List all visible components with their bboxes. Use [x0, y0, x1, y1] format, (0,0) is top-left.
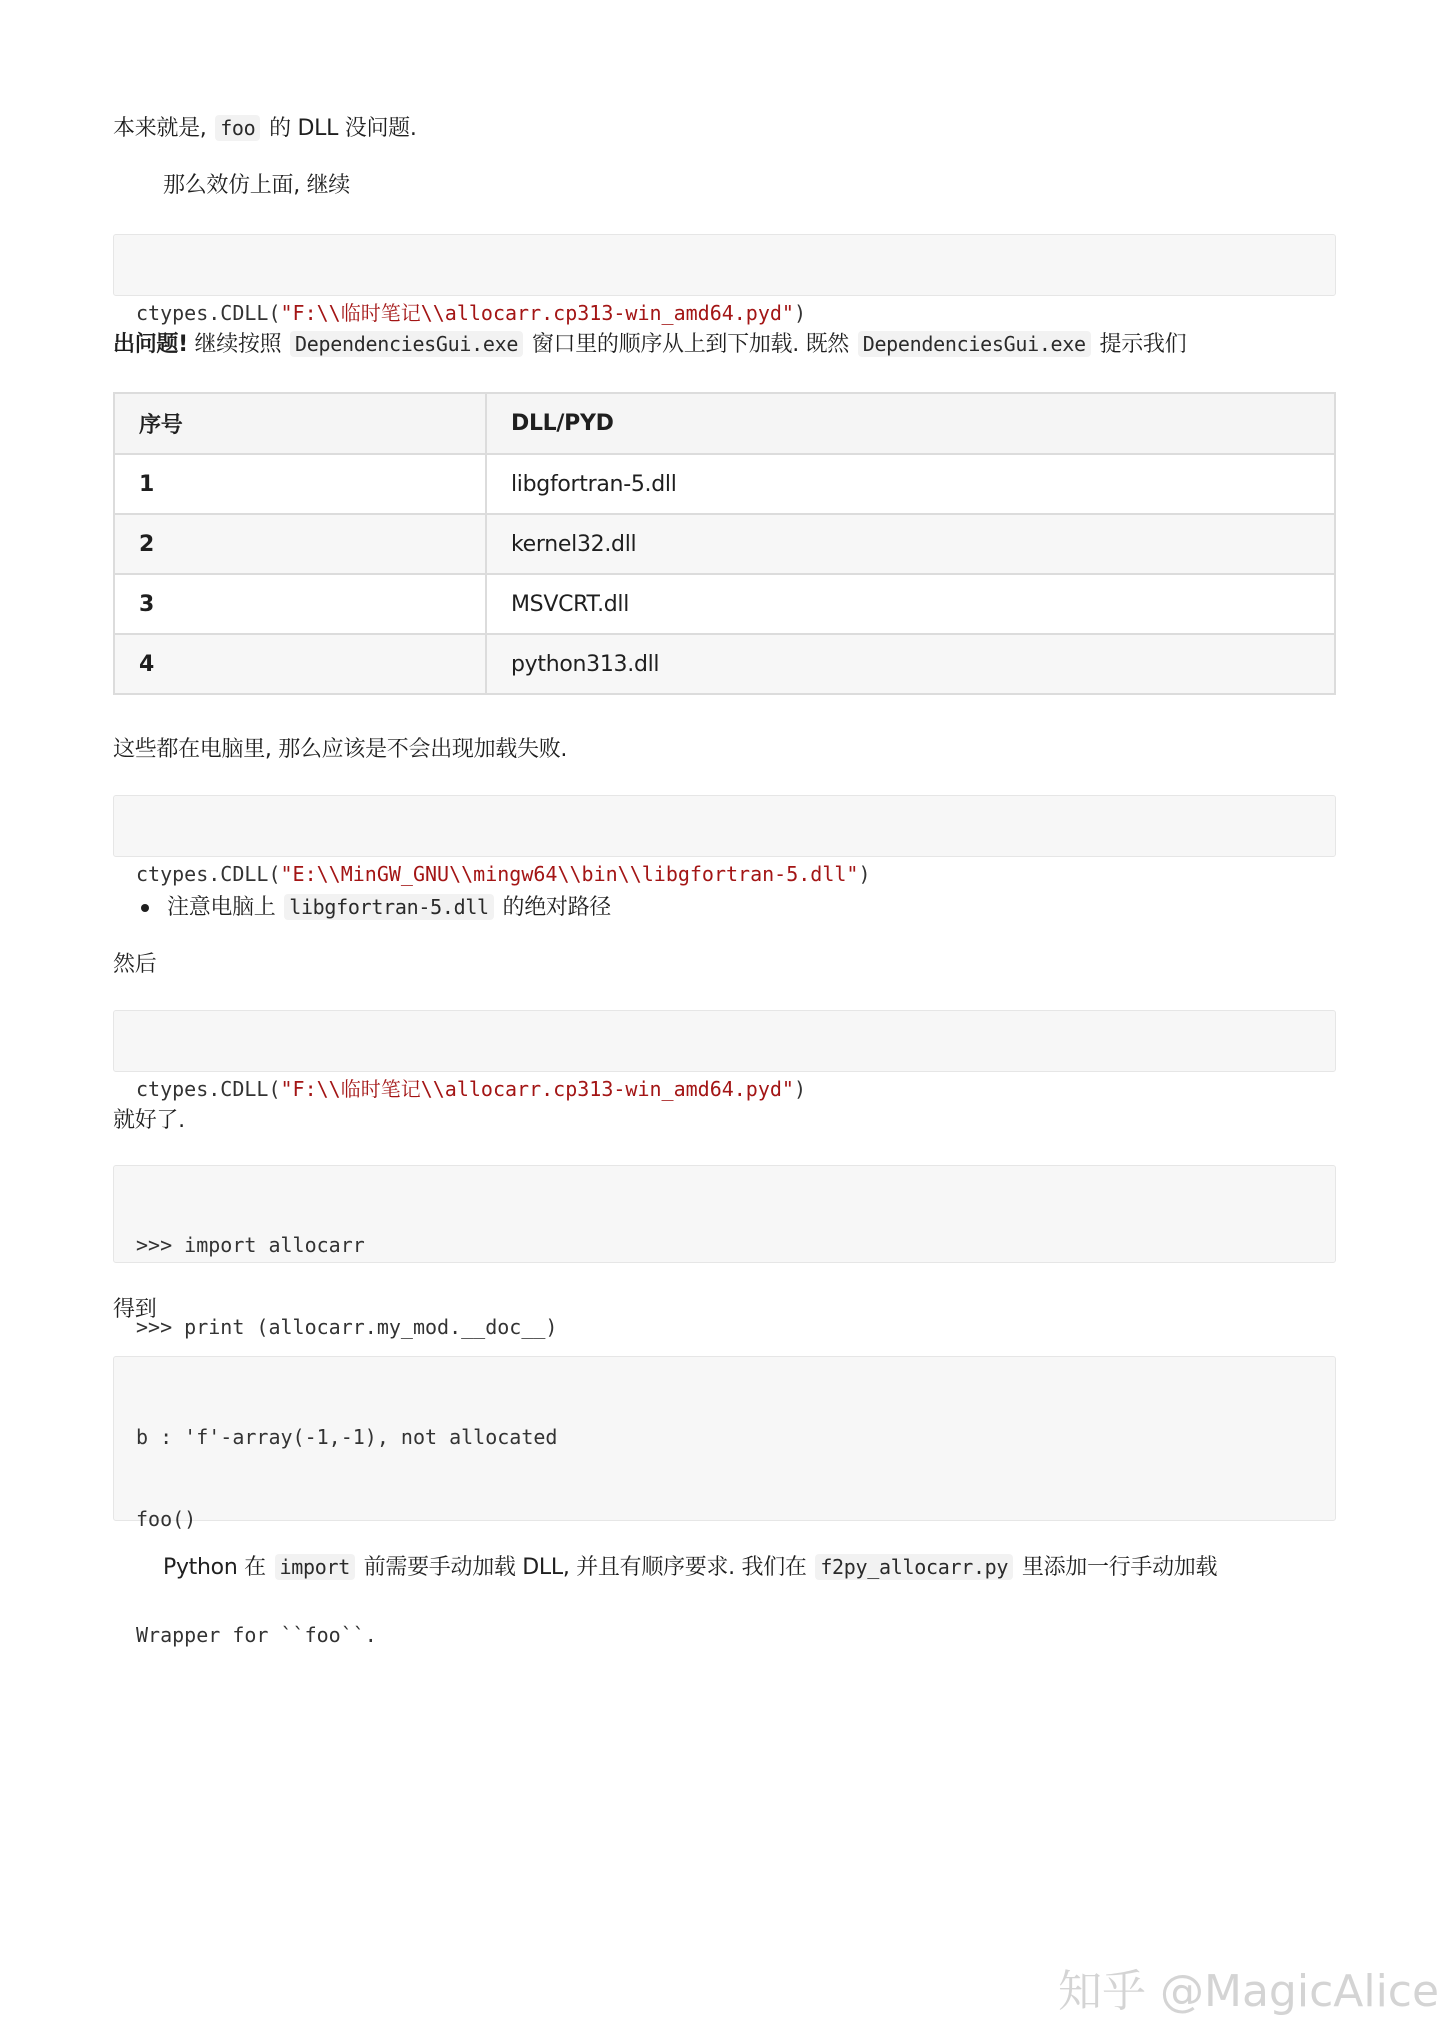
table-row: [114, 454, 1335, 514]
text: 窗口里的顺序从上到下加载. 既然: [525, 332, 856, 357]
table-row: [114, 514, 1335, 574]
row-index: 2: [114, 514, 486, 574]
paragraph-python-import: [163, 1551, 1217, 1584]
code-string: "F:\\临时笔记\\allocarr.cp313-win_amd64.pyd": [280, 1077, 794, 1101]
text: 继续按照: [187, 332, 289, 357]
text: 本来就是,: [113, 116, 214, 141]
inline-code-libgfortran: libgfortran-5.dll: [284, 894, 494, 920]
row-dll: kernel32.dll: [486, 514, 1335, 574]
list-item-absolute-path: [167, 891, 611, 924]
dll-table: [113, 392, 1336, 695]
inline-code-dependencies: DependenciesGui.exe: [290, 331, 523, 357]
paragraph-all-present: 这些都在电脑里, 那么应该是不会出现加载失败.: [113, 737, 568, 762]
text: 的 DLL 没问题.: [262, 116, 417, 141]
text: 注意电脑上: [167, 895, 283, 920]
inline-code-dependencies: DependenciesGui.exe: [858, 331, 1091, 357]
code-function: ctypes.CDLL(: [136, 301, 281, 325]
code-block-load-libgfortran[interactable]: [113, 795, 1336, 886]
code-string: "E:\\MinGW_GNU\\mingw64\\bin\\libgfortran-5.dll": [280, 862, 859, 886]
header-dll: DLL/PYD: [486, 393, 1335, 454]
code-block-load-pyd-again[interactable]: [113, 1010, 1336, 1101]
code-paren: ): [858, 862, 871, 886]
inline-code-foo: foo: [215, 115, 260, 141]
text: 前需要手动加载 DLL, 并且有顺序要求. 我们在: [357, 1555, 814, 1580]
row-index: 3: [114, 574, 486, 634]
code-paren: ): [793, 301, 807, 325]
row-dll: MSVCRT.dll: [486, 574, 1335, 634]
bold-text: 出问题!: [113, 332, 188, 357]
code-line: b : 'f'-array(-1,-1), not allocated: [136, 1425, 558, 1449]
table-row: [114, 634, 1335, 694]
code-line: Wrapper for ``foo``.: [136, 1623, 377, 1647]
text: 的绝对路径: [495, 895, 612, 920]
paragraph-foo-dll: [113, 112, 417, 145]
inline-code-filename: f2py_allocarr.py: [815, 1554, 1013, 1580]
paragraph-done: 就好了.: [113, 1108, 185, 1133]
code-function: ctypes.CDLL(: [136, 862, 281, 886]
code-string: "F:\\临时笔记\\allocarr.cp313-win_amd64.pyd": [280, 301, 794, 325]
code-block-load-pyd[interactable]: [113, 234, 1336, 325]
text: Python 在: [163, 1555, 273, 1580]
table-header-row: [114, 393, 1335, 454]
code-line: foo(): [136, 1507, 197, 1531]
paragraph-result: 得到: [113, 1297, 157, 1322]
header-index: 序号: [114, 393, 486, 454]
paragraph-problem: [113, 328, 1186, 361]
text: 里添加一行手动加载: [1015, 1555, 1218, 1580]
paragraph-then: 然后: [113, 952, 157, 977]
paragraph-continue: 那么效仿上面, 继续: [163, 173, 350, 198]
code-line: >>> import allocarr: [136, 1233, 365, 1257]
text: 提示我们: [1092, 332, 1187, 357]
row-dll: python313.dll: [486, 634, 1335, 694]
code-paren: ): [793, 1077, 807, 1101]
row-index: 4: [114, 634, 486, 694]
inline-code-import: import: [275, 1554, 355, 1580]
bullet-dot: [141, 904, 149, 912]
row-index: 1: [114, 454, 486, 514]
code-line: >>> print (allocarr.my_mod.__doc__): [136, 1315, 558, 1339]
row-dll: libgfortran-5.dll: [486, 454, 1335, 514]
code-function: ctypes.CDLL(: [136, 1077, 281, 1101]
table-row: [114, 574, 1335, 634]
zhihu-watermark: 知乎 @MagicAlice: [1058, 1966, 1440, 2017]
